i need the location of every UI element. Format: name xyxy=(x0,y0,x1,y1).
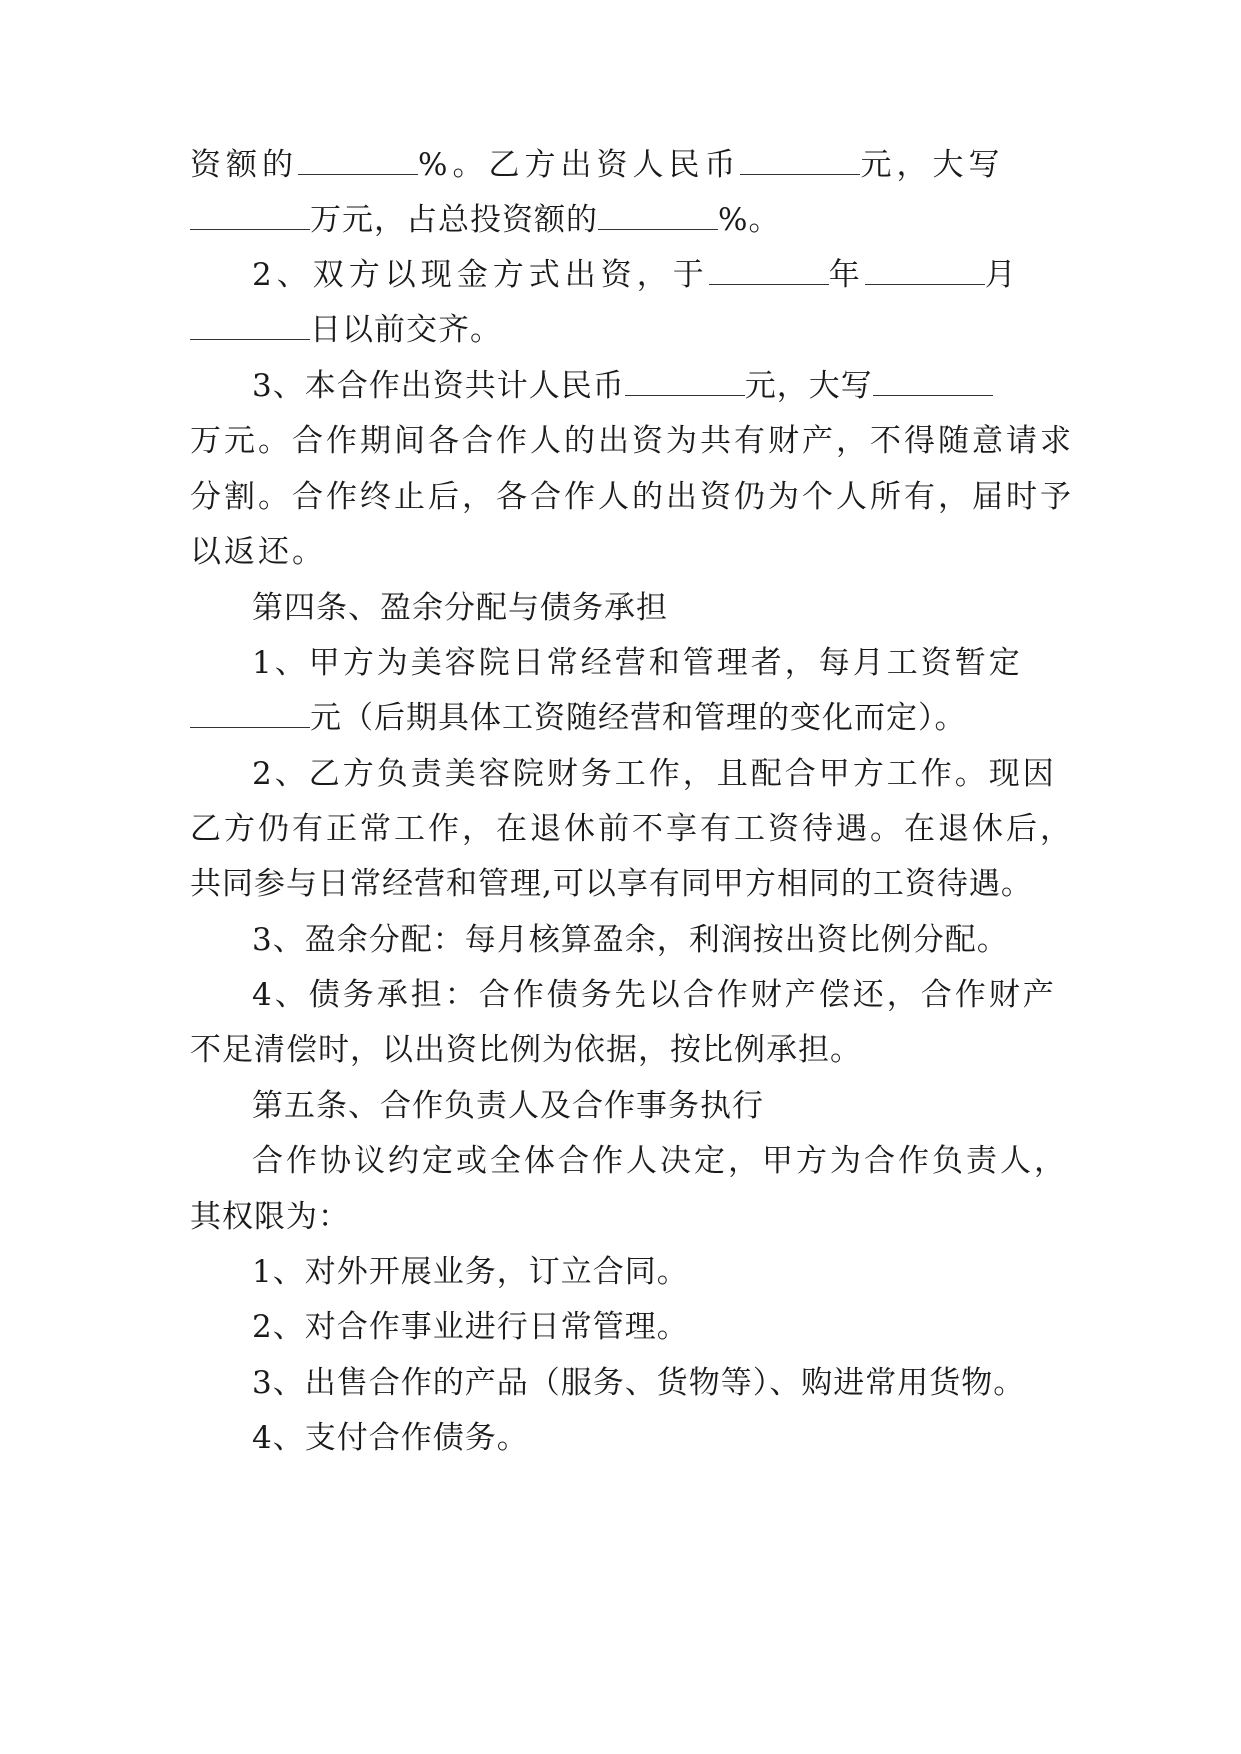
text-line: 元（后期具体工资随经营和管理的变化而定）。 xyxy=(190,698,967,738)
text-line: 万元。合作期间各合作人的出资为共有财产，不得随意请求 xyxy=(190,423,1074,459)
text-line: 4、支付合作债务。 xyxy=(252,1420,529,1456)
text-line: 不足清偿时，以出资比例为依据，按比例承担。 xyxy=(190,1032,862,1068)
article-heading: 第五条、合作负责人及合作事务执行 xyxy=(252,1088,764,1124)
fill-in-blank xyxy=(709,258,829,285)
text-line: 2、双方以现金方式出资，于 年 月 xyxy=(252,257,1021,293)
fill-in-blank xyxy=(873,369,993,396)
text-line: 其权限为： xyxy=(190,1199,350,1235)
text-line: 以返还。 xyxy=(190,534,326,570)
fill-in-blank xyxy=(190,203,310,230)
fill-in-blank xyxy=(625,369,745,396)
text-line: 3、本合作出资共计人民币 元，大写 xyxy=(252,366,993,406)
text-line: 2、对合作事业进行日常管理。 xyxy=(252,1309,689,1345)
text-line: 3、盈余分配：每月核算盈余，利润按出资比例分配。 xyxy=(252,922,1009,958)
text-line: 共同参与日常经营和管理,可以享有同甲方相同的工资待遇。 xyxy=(190,866,1033,902)
text-line: 4、债务承担：合作债务先以合作财产偿还，合作财产 xyxy=(252,977,1057,1013)
text-line: 合作协议约定或全体合作人决定，甲方为合作负责人， xyxy=(252,1143,1068,1179)
fill-in-blank xyxy=(298,148,418,175)
fill-in-blank xyxy=(190,701,310,728)
fill-in-blank xyxy=(598,203,718,230)
fill-in-blank xyxy=(740,148,860,175)
text-line: 2、乙方负责美容院财务工作，且配合甲方工作。现因 xyxy=(252,756,1057,792)
text-line: 3、出售合作的产品（服务、货物等）、购进常用货物。 xyxy=(252,1365,1026,1401)
text-line: 日以前交齐。 xyxy=(190,310,502,350)
text-line: 1、对外开展业务，订立合同。 xyxy=(252,1254,689,1290)
text-line: 乙方仍有正常工作，在退休前不享有工资待遇。在退休后， xyxy=(190,811,1074,847)
fill-in-blank xyxy=(865,258,985,285)
article-heading: 第四条、盈余分配与债务承担 xyxy=(252,590,668,626)
fill-in-blank xyxy=(190,313,310,340)
text-line: 分割。合作终止后，各合作人的出资仍为个人所有，届时予 xyxy=(190,479,1074,515)
text-line: 万元，占总投资额的 %。 xyxy=(190,200,780,240)
text-line: 资额的 %。乙方出资人民币 元，大写 xyxy=(190,147,1005,183)
text-line: 1、甲方为美容院日常经营和管理者，每月工资暂定 xyxy=(252,645,1023,681)
